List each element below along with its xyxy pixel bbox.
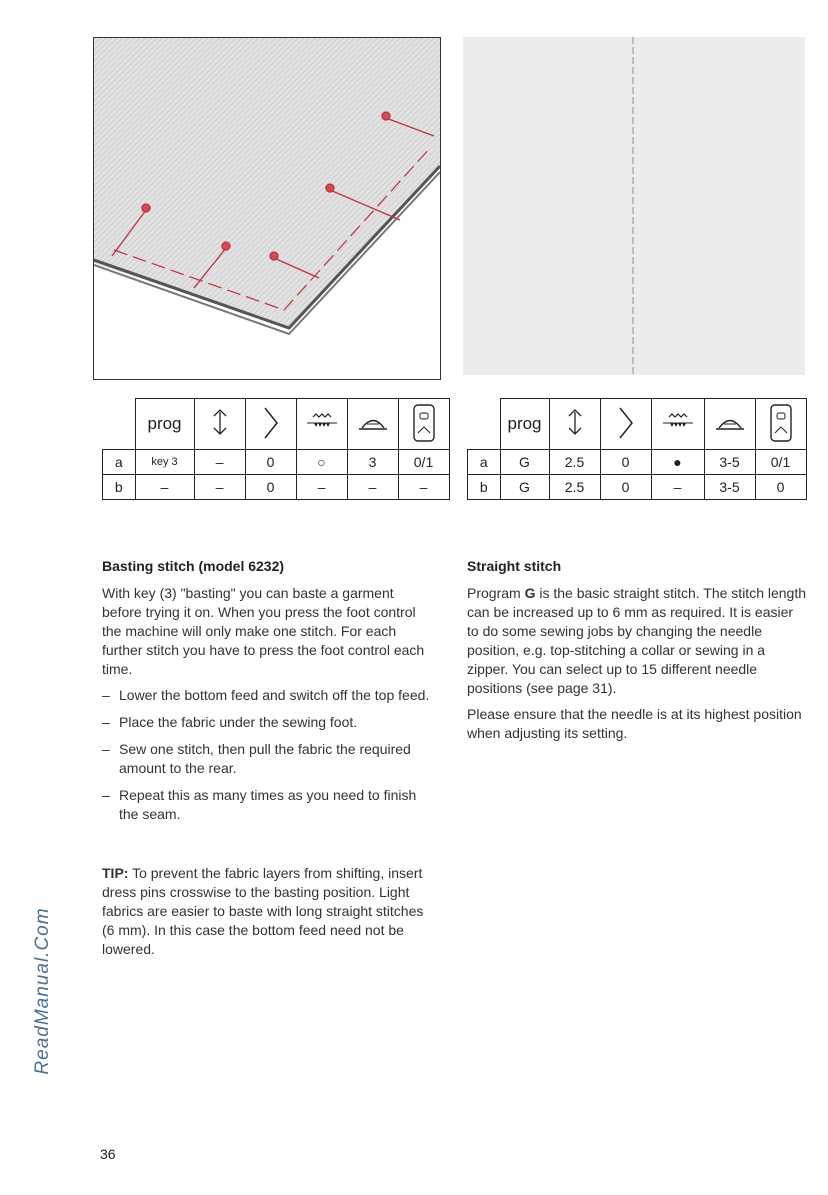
table-cell: – — [398, 475, 449, 500]
basting-section — [102, 557, 437, 832]
row-label: a — [103, 450, 136, 475]
basting-title: Basting stitch (model 6232) — [102, 558, 285, 574]
prog-header: prog — [135, 399, 194, 450]
table-cell: – — [135, 475, 194, 500]
table-cell: – — [296, 475, 347, 500]
straight-stitch-illustration — [463, 37, 805, 375]
needle-position-icon — [549, 399, 600, 450]
table-cell: G — [500, 475, 549, 500]
table-cell: 0 — [600, 450, 651, 475]
table-cell: – — [651, 475, 704, 500]
table-cell: – — [194, 450, 245, 475]
table-cell: 2.5 — [549, 475, 600, 500]
list-item: – Place the fabric under the sewing foot. — [102, 713, 437, 732]
table-cell: – — [347, 475, 398, 500]
table-cell: 0 — [245, 450, 296, 475]
table-cell: – — [194, 475, 245, 500]
prog-header: prog — [500, 399, 549, 450]
table-cell: 3 — [347, 450, 398, 475]
straight-title: Straight stitch — [467, 558, 562, 574]
table-cell: 0/1 — [398, 450, 449, 475]
basting-settings-table — [102, 398, 450, 500]
table-cell: ○ — [296, 450, 347, 475]
straight-paragraph-1: Program G is the basic straight stitch. The stitch length can be increased up to 6 mm as required. It is easier to do some sewing jobs by changing the needle position, e.g. top-stitching a collar or sewing in a zipper. You can select up to 15 different needle positions (see page 31). — [467, 585, 807, 696]
table-cell: key 3 — [135, 450, 194, 475]
watermark-text: ReadManual.Com — [32, 907, 53, 1075]
row-label: b — [468, 475, 501, 500]
basting-steps — [102, 686, 437, 824]
row-label: b — [103, 475, 136, 500]
presser-foot-pressure-icon — [704, 399, 755, 450]
table-cell: ● — [651, 450, 704, 475]
table-cell: 0 — [245, 475, 296, 500]
table-cell: 3-5 — [704, 475, 755, 500]
tip-section — [102, 864, 437, 966]
tip-label: TIP: — [102, 865, 129, 881]
page-number: 36 — [100, 1146, 116, 1162]
needle-position-icon — [194, 399, 245, 450]
fabric-pins-image — [94, 38, 440, 379]
straight-section — [467, 557, 807, 750]
table-cell: 0/1 — [755, 450, 806, 475]
table-cell: 2.5 — [549, 450, 600, 475]
sewing-foot-icon — [755, 399, 806, 450]
table-cell: 3-5 — [704, 450, 755, 475]
tip-text: To prevent the fabric layers from shifting, insert dress pins crosswise to the basting position. Light fabrics are easier to baste with long straight stitches (6 mm). In this case the bottom feed need not be lowered. — [102, 865, 424, 957]
list-item: – Sew one stitch, then pull the fabric the required amount to the rear. — [102, 740, 437, 778]
stitch-width-icon — [245, 399, 296, 450]
feed-dog-icon — [296, 399, 347, 450]
feed-dog-icon — [651, 399, 704, 450]
table-cell: G — [500, 450, 549, 475]
basting-illustration — [93, 37, 441, 380]
straight-settings-table — [467, 398, 807, 500]
row-label: a — [468, 450, 501, 475]
sewing-foot-icon — [398, 399, 449, 450]
list-item: – Lower the bottom feed and switch off the top feed. — [102, 686, 437, 705]
list-item: – Repeat this as many times as you need to finish the seam. — [102, 786, 437, 824]
basting-intro: With key (3) "basting" you can baste a garment before trying it on. When you press the foot control the machine will only make one stitch. For each further stitch you have to press the foot control each time. — [102, 585, 425, 677]
table-cell: 0 — [755, 475, 806, 500]
straight-paragraph-2: Please ensure that the needle is at its highest position when adjusting its setting. — [467, 706, 802, 741]
table-cell: 0 — [600, 475, 651, 500]
presser-foot-pressure-icon — [347, 399, 398, 450]
straight-seam-image — [463, 37, 805, 375]
stitch-width-icon — [600, 399, 651, 450]
